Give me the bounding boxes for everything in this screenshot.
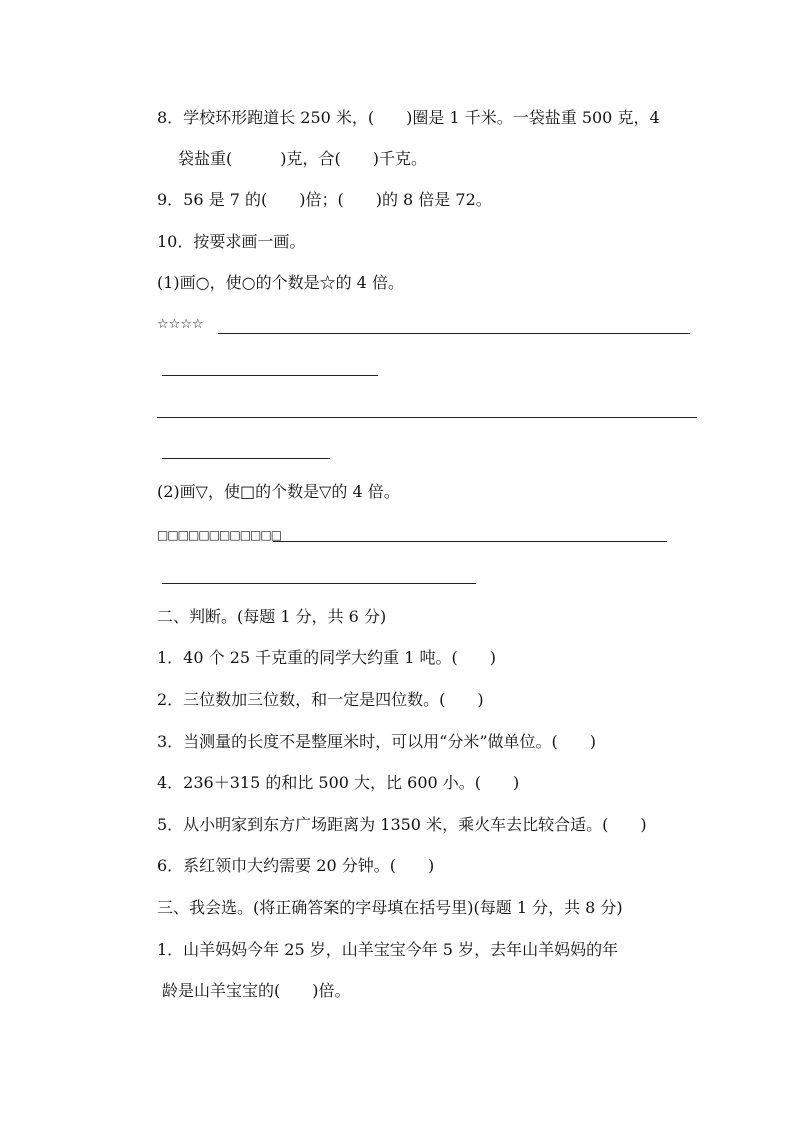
q10-title: 10．按要求画一画。: [157, 232, 306, 251]
q8-line1: 8．学校环形跑道长 250 米，( )圈是 1 千米。一袋盐重 500 克，4: [157, 108, 660, 127]
judgement-item: 3．当测量的长度不是整厘米时，可以用“分米”做单位。( ): [157, 732, 597, 751]
judgement-item: 4．236＋315 的和比 500 大，比 600 小。( ): [157, 773, 520, 792]
judgement-item: 1．40 个 25 千克重的同学大约重 1 吨。( ): [157, 648, 496, 667]
section3-header: 三、我会选。(将正确答案的字母填在括号里)(每题 1 分，共 8 分): [157, 898, 623, 917]
q8-line2: 袋盐重( )克，合( )千克。: [178, 149, 427, 168]
answer-line: [218, 333, 690, 334]
q10-part1-text: (1)画○，使○的个数是☆的 4 倍。: [157, 273, 404, 292]
q10-part2-text: (2)画▽，使□的个数是▽的 4 倍。: [157, 482, 400, 501]
q10-stars: ☆☆☆☆: [157, 317, 204, 332]
section3-q1-line2: 龄是山羊宝宝的( )倍。: [162, 981, 351, 1000]
answer-line: [157, 417, 697, 418]
judgement-item: 5．从小明家到东方广场距离为 1350 米，乘火车去比较合适。( ): [157, 815, 647, 834]
answer-line: [162, 375, 378, 376]
q10-squares: □□□□□□□□□□□□: [157, 528, 282, 542]
answer-line: [273, 541, 667, 542]
answer-line: [162, 583, 476, 584]
judgement-item: 6．系红领巾大约需要 20 分钟。( ): [157, 856, 435, 875]
answer-line: [162, 458, 330, 459]
judgement-item: 2．三位数加三位数，和一定是四位数。( ): [157, 690, 484, 709]
section3-q1-line1: 1．山羊妈妈今年 25 岁，山羊宝宝今年 5 岁，去年山羊妈妈的年: [157, 940, 619, 959]
section2-header: 二、判断。(每题 1 分，共 6 分): [157, 607, 387, 626]
question-9: 9．56 是 7 的( )倍；( )的 8 倍是 72。: [157, 190, 492, 209]
